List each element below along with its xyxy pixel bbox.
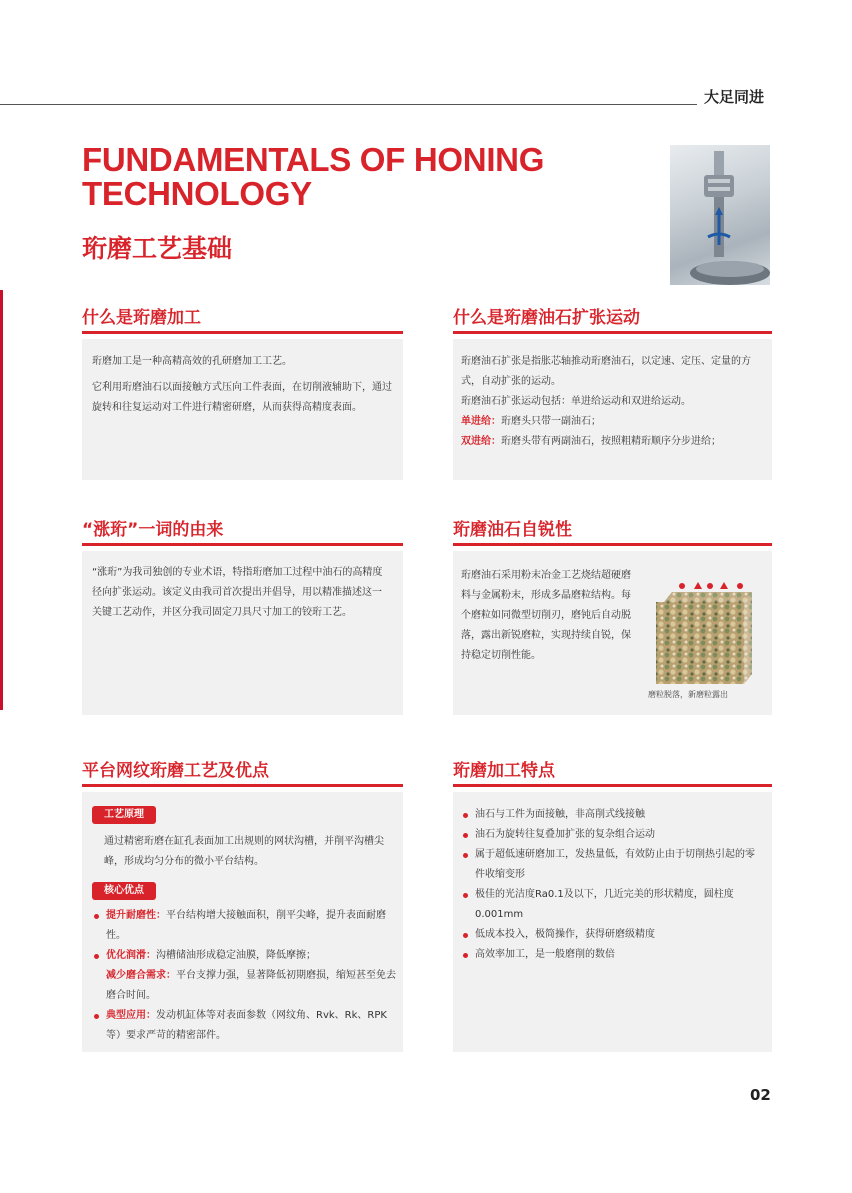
section-rule <box>82 331 403 334</box>
section-text-origin <box>92 563 388 623</box>
list-item <box>92 906 396 946</box>
adv-label: 提升耐磨性： <box>106 910 166 921</box>
paragraph: 珩磨油石采用粉末冶金工艺烧结超硬磨料与金属粉末，形成多晶磨粒结构。每个磨粒如同微型切削刃，磨钝后自动脱落，露出新锐磨粒，实现持续自锐，保持稳定切削性能。 <box>461 570 631 661</box>
section-title-plateau: 平台网纹珩磨工艺及优点 <box>82 761 269 781</box>
abrasive-cube-illustration <box>652 580 756 688</box>
section-rule <box>82 784 403 787</box>
page-title-en: FUNDAMENTALS OF HONING TECHNOLOGY <box>82 141 545 212</box>
double-feed-line <box>461 432 763 452</box>
paragraph: 珩磨加工是一种高精高效的孔研磨加工工艺。 <box>92 356 292 367</box>
page-number: 02 <box>750 1086 771 1104</box>
adv-label: 典型应用： <box>106 1010 156 1021</box>
adv-label: 优化润滑： <box>106 950 156 961</box>
list-item: 属于超低速研磨加工，发热量低，有效防止由于切削热引起的零件收缩变形 <box>461 845 761 885</box>
honing-tool-illustration <box>670 145 770 285</box>
list-item <box>92 966 396 1006</box>
paragraph: 它利用珩磨油石以面接触方式压向工件表面，在切削液辅助下，通过旋转和往复运动对工件进行精密研磨，从而获得高精度表面。 <box>92 382 392 413</box>
honing-tool-image <box>670 145 770 285</box>
page-title-cn: 珩磨工艺基础 <box>82 234 233 263</box>
single-feed-text: 珩磨头只带一副油石； <box>501 416 601 427</box>
features-list <box>461 805 761 965</box>
cube-caption: 磨粒脱落，新磨粒露出 <box>648 690 728 699</box>
section-text-what-is-honing <box>92 352 392 418</box>
paragraph: “涨珩”为我司独创的专业术语，特指珩磨加工过程中油石的高精度径向扩张运动。该定义由我司首次提出并倡导，用以精准描述这一关键工艺动作，并区分我司固定刀具尺寸加工的铰珩工艺。 <box>92 567 383 618</box>
section-rule <box>453 543 772 546</box>
brand-name: 大足同进 <box>704 88 765 106</box>
list-item: 低成本投入，极简操作，获得研磨级精度 <box>461 925 761 945</box>
list-item <box>92 1006 396 1046</box>
section-title-expansion: 什么是珩磨油石扩张运动 <box>453 308 640 328</box>
section-text-self-sharpening <box>461 566 633 666</box>
list-item: 油石与工件为面接触，非高削式线接触 <box>461 805 761 825</box>
double-feed-label: 双进给： <box>461 436 501 447</box>
paragraph: 通过精密珩磨在缸孔表面加工出规则的网状沟槽，并削平沟槽尖峰，形成均匀分布的微小平台结构。 <box>104 836 384 867</box>
list-item: 极佳的光洁度Ra0.1及以下，几近完美的形状精度，圆柱度0.001mm <box>461 885 761 925</box>
section-text-expansion <box>461 352 763 452</box>
left-accent-bar <box>0 290 3 710</box>
section-rule <box>453 331 772 334</box>
adv-label: 减少磨合需求： <box>106 970 176 981</box>
section-rule <box>82 543 403 546</box>
single-feed-label: 单进给： <box>461 416 501 427</box>
paragraph: 珩磨油石扩张是指胀芯轴推动珩磨油石，以定速、定压、定量的方式，自动扩张的运动。 <box>461 356 751 387</box>
section-title-features: 珩磨加工特点 <box>453 761 555 781</box>
header-rule <box>0 104 697 105</box>
list-item <box>92 946 396 966</box>
double-feed-text: 珩磨头带有两副油石，按照粗精珩顺序分步进给； <box>501 436 721 447</box>
list-item: 油石为旋转往复叠加扩张的复杂组合运动 <box>461 825 761 845</box>
adv-text: 平台支撑力强，显著降低初期磨损，缩短甚至免去磨合时间。 <box>106 970 396 1001</box>
principle-text <box>104 832 394 872</box>
section-rule <box>453 784 772 787</box>
adv-text: 沟槽储油形成稳定油膜，降低摩擦； <box>156 950 316 961</box>
section-title-origin: “涨珩”一词的由来 <box>82 520 224 540</box>
section-title-self-sharpening: 珩磨油石自锐性 <box>453 520 572 540</box>
adv-text: 平台结构增大接触面积，削平尖峰，提升表面耐磨性。 <box>106 910 386 941</box>
pill-process-principle: 工艺原理 <box>92 806 156 824</box>
section-title-what-is-honing: 什么是珩磨加工 <box>82 308 201 328</box>
list-item: 高效率加工，是一般磨削的数倍 <box>461 945 761 965</box>
single-feed-line <box>461 412 763 432</box>
adv-text: 发动机缸体等对表面参数（网纹角、Rvk、Rk、RPK等）要求严苛的精密部件。 <box>106 1010 387 1041</box>
advantages-list <box>92 906 396 1046</box>
paragraph: 珩磨油石扩张运动包括：单进给运动和双进给运动。 <box>461 396 691 407</box>
pill-core-advantages: 核心优点 <box>92 882 156 900</box>
